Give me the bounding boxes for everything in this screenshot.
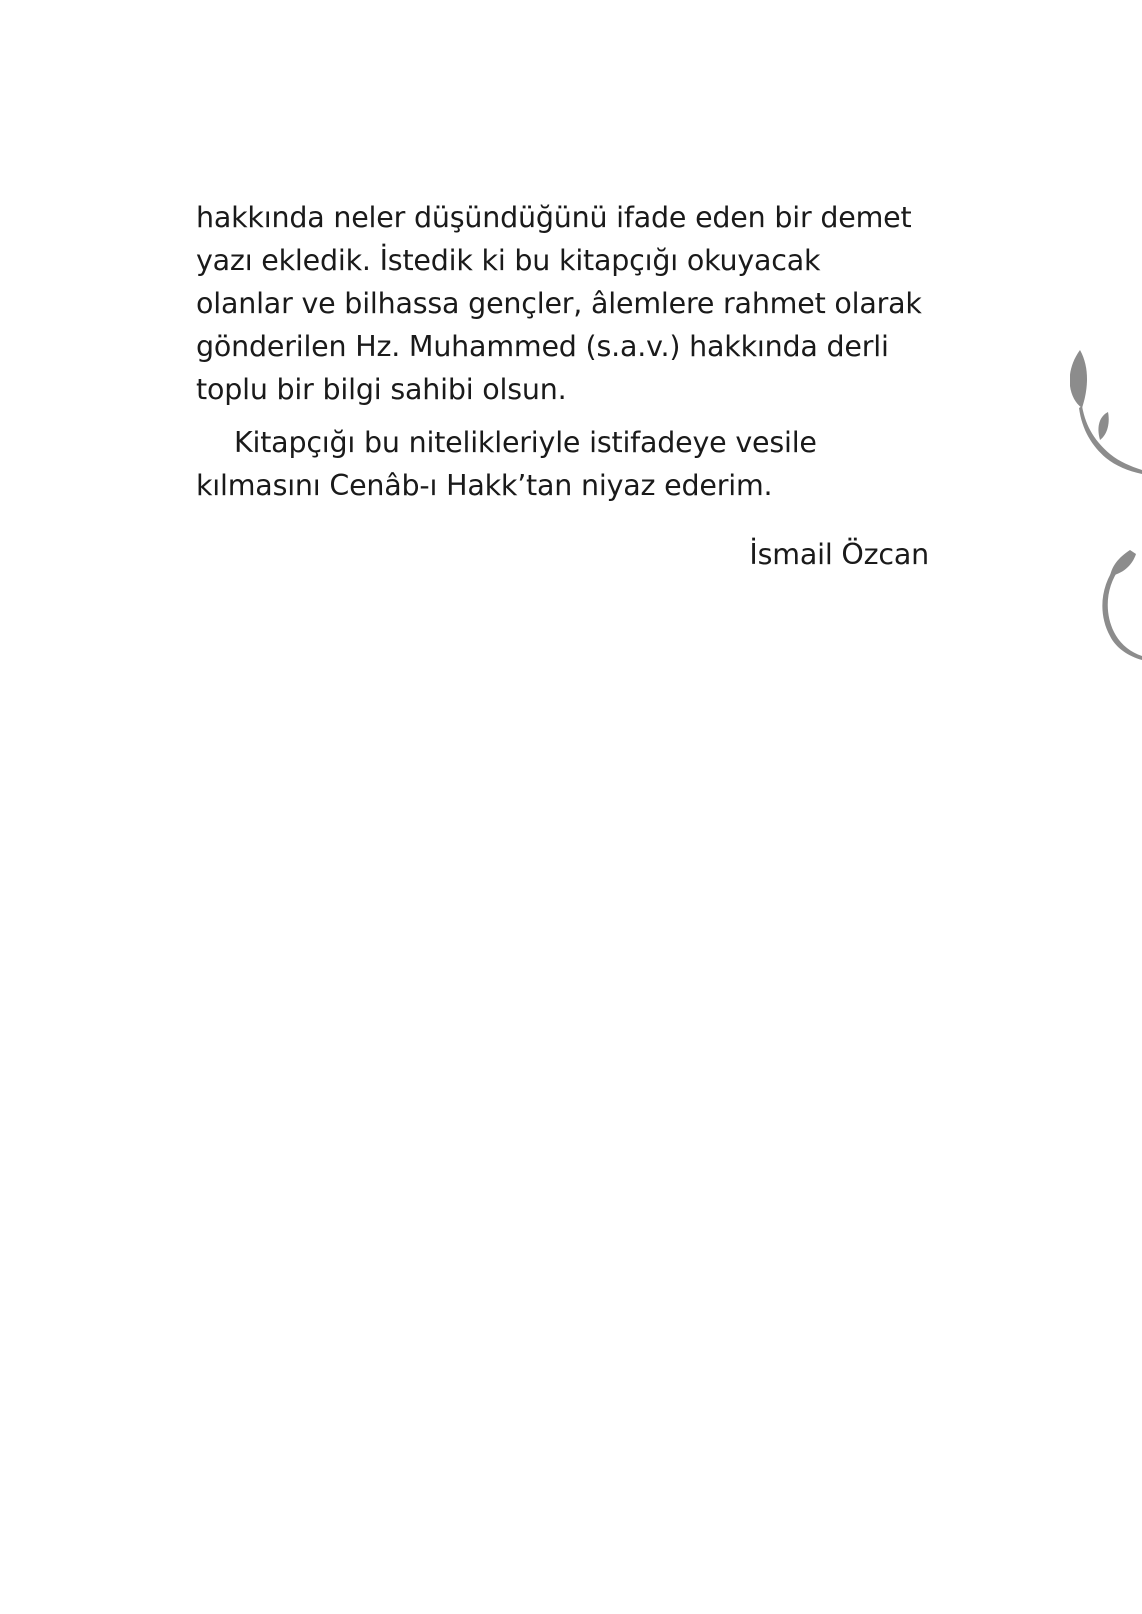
text-line: yazı ekledik. İstedik ki bu kitapçığı okuyacak xyxy=(196,244,821,277)
paragraph-1 xyxy=(196,196,936,411)
text-line: toplu bir bilgi sahibi olsun. xyxy=(196,373,567,406)
paragraph-2 xyxy=(196,421,936,507)
text-line: Kitapçığı bu nitelikleriyle istifadeye vesile xyxy=(234,426,817,459)
text-line: olanlar ve bilhassa gençler, âlemlere rahmet olarak xyxy=(196,287,922,320)
text-line: gönderilen Hz. Muhammed (s.a.v.) hakkında derli xyxy=(196,330,889,363)
author-signature: İsmail Özcan xyxy=(749,538,929,571)
text-line: hakkında neler düşündüğünü ifade eden bir demet xyxy=(196,201,912,234)
paragraph-spacer xyxy=(196,411,936,421)
body-text xyxy=(196,196,936,507)
text-line: kılmasını Cenâb-ı Hakk’tan niyaz ederim. xyxy=(196,469,773,502)
floral-vine-icon xyxy=(1070,350,1142,660)
